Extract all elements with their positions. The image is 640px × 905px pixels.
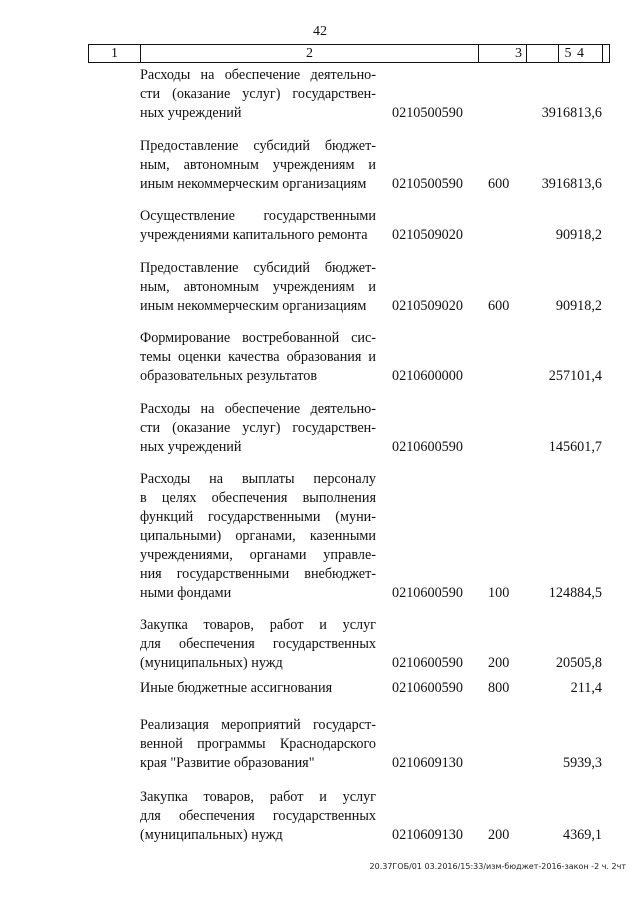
row-description-line: иным некоммерческим организациям: [140, 176, 367, 192]
row-description: [140, 207, 376, 245]
row-description-line: сти (оказание услуг) государствен-: [140, 86, 376, 102]
row-amount: 257101,4: [548, 368, 602, 384]
row-description: [140, 259, 376, 316]
footer-stamp: 20.37ГОБ/01 03.2016/15:33/изм-бюджет-2016-закон -2 ч. 2чт: [369, 862, 626, 871]
header-col-1: 1: [88, 45, 140, 62]
row-description-line: Формирование востребованной сис-: [140, 330, 376, 346]
row-code: 0210500590: [392, 105, 463, 121]
row-description-line: Расходы на обеспечение деятельно-: [140, 67, 376, 83]
row-description-line: для обеспечения государственных: [140, 808, 376, 824]
row-description-line: Расходы на выплаты персоналу: [140, 471, 376, 487]
row-description: [140, 788, 376, 845]
row-description-line: в целях обеспечения выполнения: [140, 490, 376, 506]
row-description-line: Предоставление субсидий бюджет-: [140, 138, 376, 154]
row-amount: 3916813,6: [541, 105, 602, 121]
header-col-5: 5: [526, 45, 610, 62]
row-description-line: учреждениями капитального ремонта: [140, 227, 368, 243]
row-description-line: ных учреждений: [140, 105, 242, 121]
row-description-line: иным некоммерческим организациям: [140, 298, 367, 314]
row-description-line: Закупка товаров, работ и услуг: [140, 617, 376, 633]
row-description-line: Реализация мероприятий государст-: [140, 717, 376, 733]
row-amount: 20505,8: [555, 655, 602, 671]
row-description-line: сти (оказание услуг) государствен-: [140, 420, 376, 436]
row-description-line: темы оценки качества образования и: [140, 349, 376, 365]
row-expense-type: 600: [488, 176, 510, 192]
row-code: 0210600590: [392, 680, 463, 696]
row-amount: 90918,2: [555, 298, 602, 314]
row-description-line: для обеспечения государственных: [140, 636, 376, 652]
header-col-3: 3: [478, 45, 558, 62]
row-description-line: ния государственными внебюджет-: [140, 566, 376, 582]
row-code: 0210609130: [392, 755, 463, 771]
row-description-line: ных учреждений: [140, 439, 242, 455]
row-description-line: Расходы на обеспечение деятельно-: [140, 401, 376, 417]
header-col-4: 4: [558, 45, 602, 62]
row-code: 0210600590: [392, 655, 463, 671]
page-number: 42: [313, 24, 327, 39]
row-code: 0210609130: [392, 827, 463, 843]
row-expense-type: 100: [488, 585, 510, 601]
row-description-line: функций государственными (муни-: [140, 509, 376, 525]
row-description-line: (муниципальных) нужд: [140, 655, 283, 671]
header-col-2: 2: [140, 45, 478, 62]
row-code: 0210509020: [392, 298, 463, 314]
row-code: 0210509020: [392, 227, 463, 243]
row-amount: 90918,2: [555, 227, 602, 243]
row-description: [140, 137, 376, 194]
row-description: [140, 329, 376, 386]
row-amount: 145601,7: [548, 439, 602, 455]
row-description-line: Иные бюджетные ассигнования: [140, 680, 333, 696]
row-expense-type: 600: [488, 298, 510, 314]
row-amount: 3916813,6: [541, 176, 602, 192]
row-description-line: Осуществление государственными: [140, 208, 376, 224]
row-expense-type: 200: [488, 827, 510, 843]
row-description-line: венной программы Краснодарского: [140, 736, 376, 752]
row-description-line: края "Развитие образования": [140, 755, 315, 771]
row-description: [140, 616, 376, 673]
row-expense-type: 800: [488, 680, 510, 696]
row-description: [140, 66, 376, 123]
row-description-line: учреждениями, органами управле-: [140, 547, 376, 563]
row-description-line: (муниципальных) нужд: [140, 827, 283, 843]
row-description-line: ными фондами: [140, 585, 232, 601]
row-amount: 4369,1: [562, 827, 602, 843]
row-amount: 124884,5: [548, 585, 602, 601]
row-expense-type: 200: [488, 655, 510, 671]
row-code: 0210600000: [392, 368, 463, 384]
row-code: 0210600590: [392, 585, 463, 601]
row-description: [140, 400, 376, 457]
row-description: [140, 679, 376, 698]
row-description-line: Закупка товаров, работ и услуг: [140, 789, 376, 805]
row-description-line: ным, автономным учреждениям и: [140, 157, 376, 173]
row-amount: 211,4: [570, 680, 602, 696]
row-amount: 5939,3: [562, 755, 602, 771]
row-description-line: ным, автономным учреждениям и: [140, 279, 376, 295]
row-code: 0210600590: [392, 439, 463, 455]
row-description-line: Предоставление субсидий бюджет-: [140, 260, 376, 276]
row-description: [140, 716, 376, 773]
row-code: 0210500590: [392, 176, 463, 192]
row-description-line: образовательных результатов: [140, 368, 318, 384]
row-description-line: ципальными) органами, казенными: [140, 528, 376, 544]
row-description: [140, 470, 376, 603]
